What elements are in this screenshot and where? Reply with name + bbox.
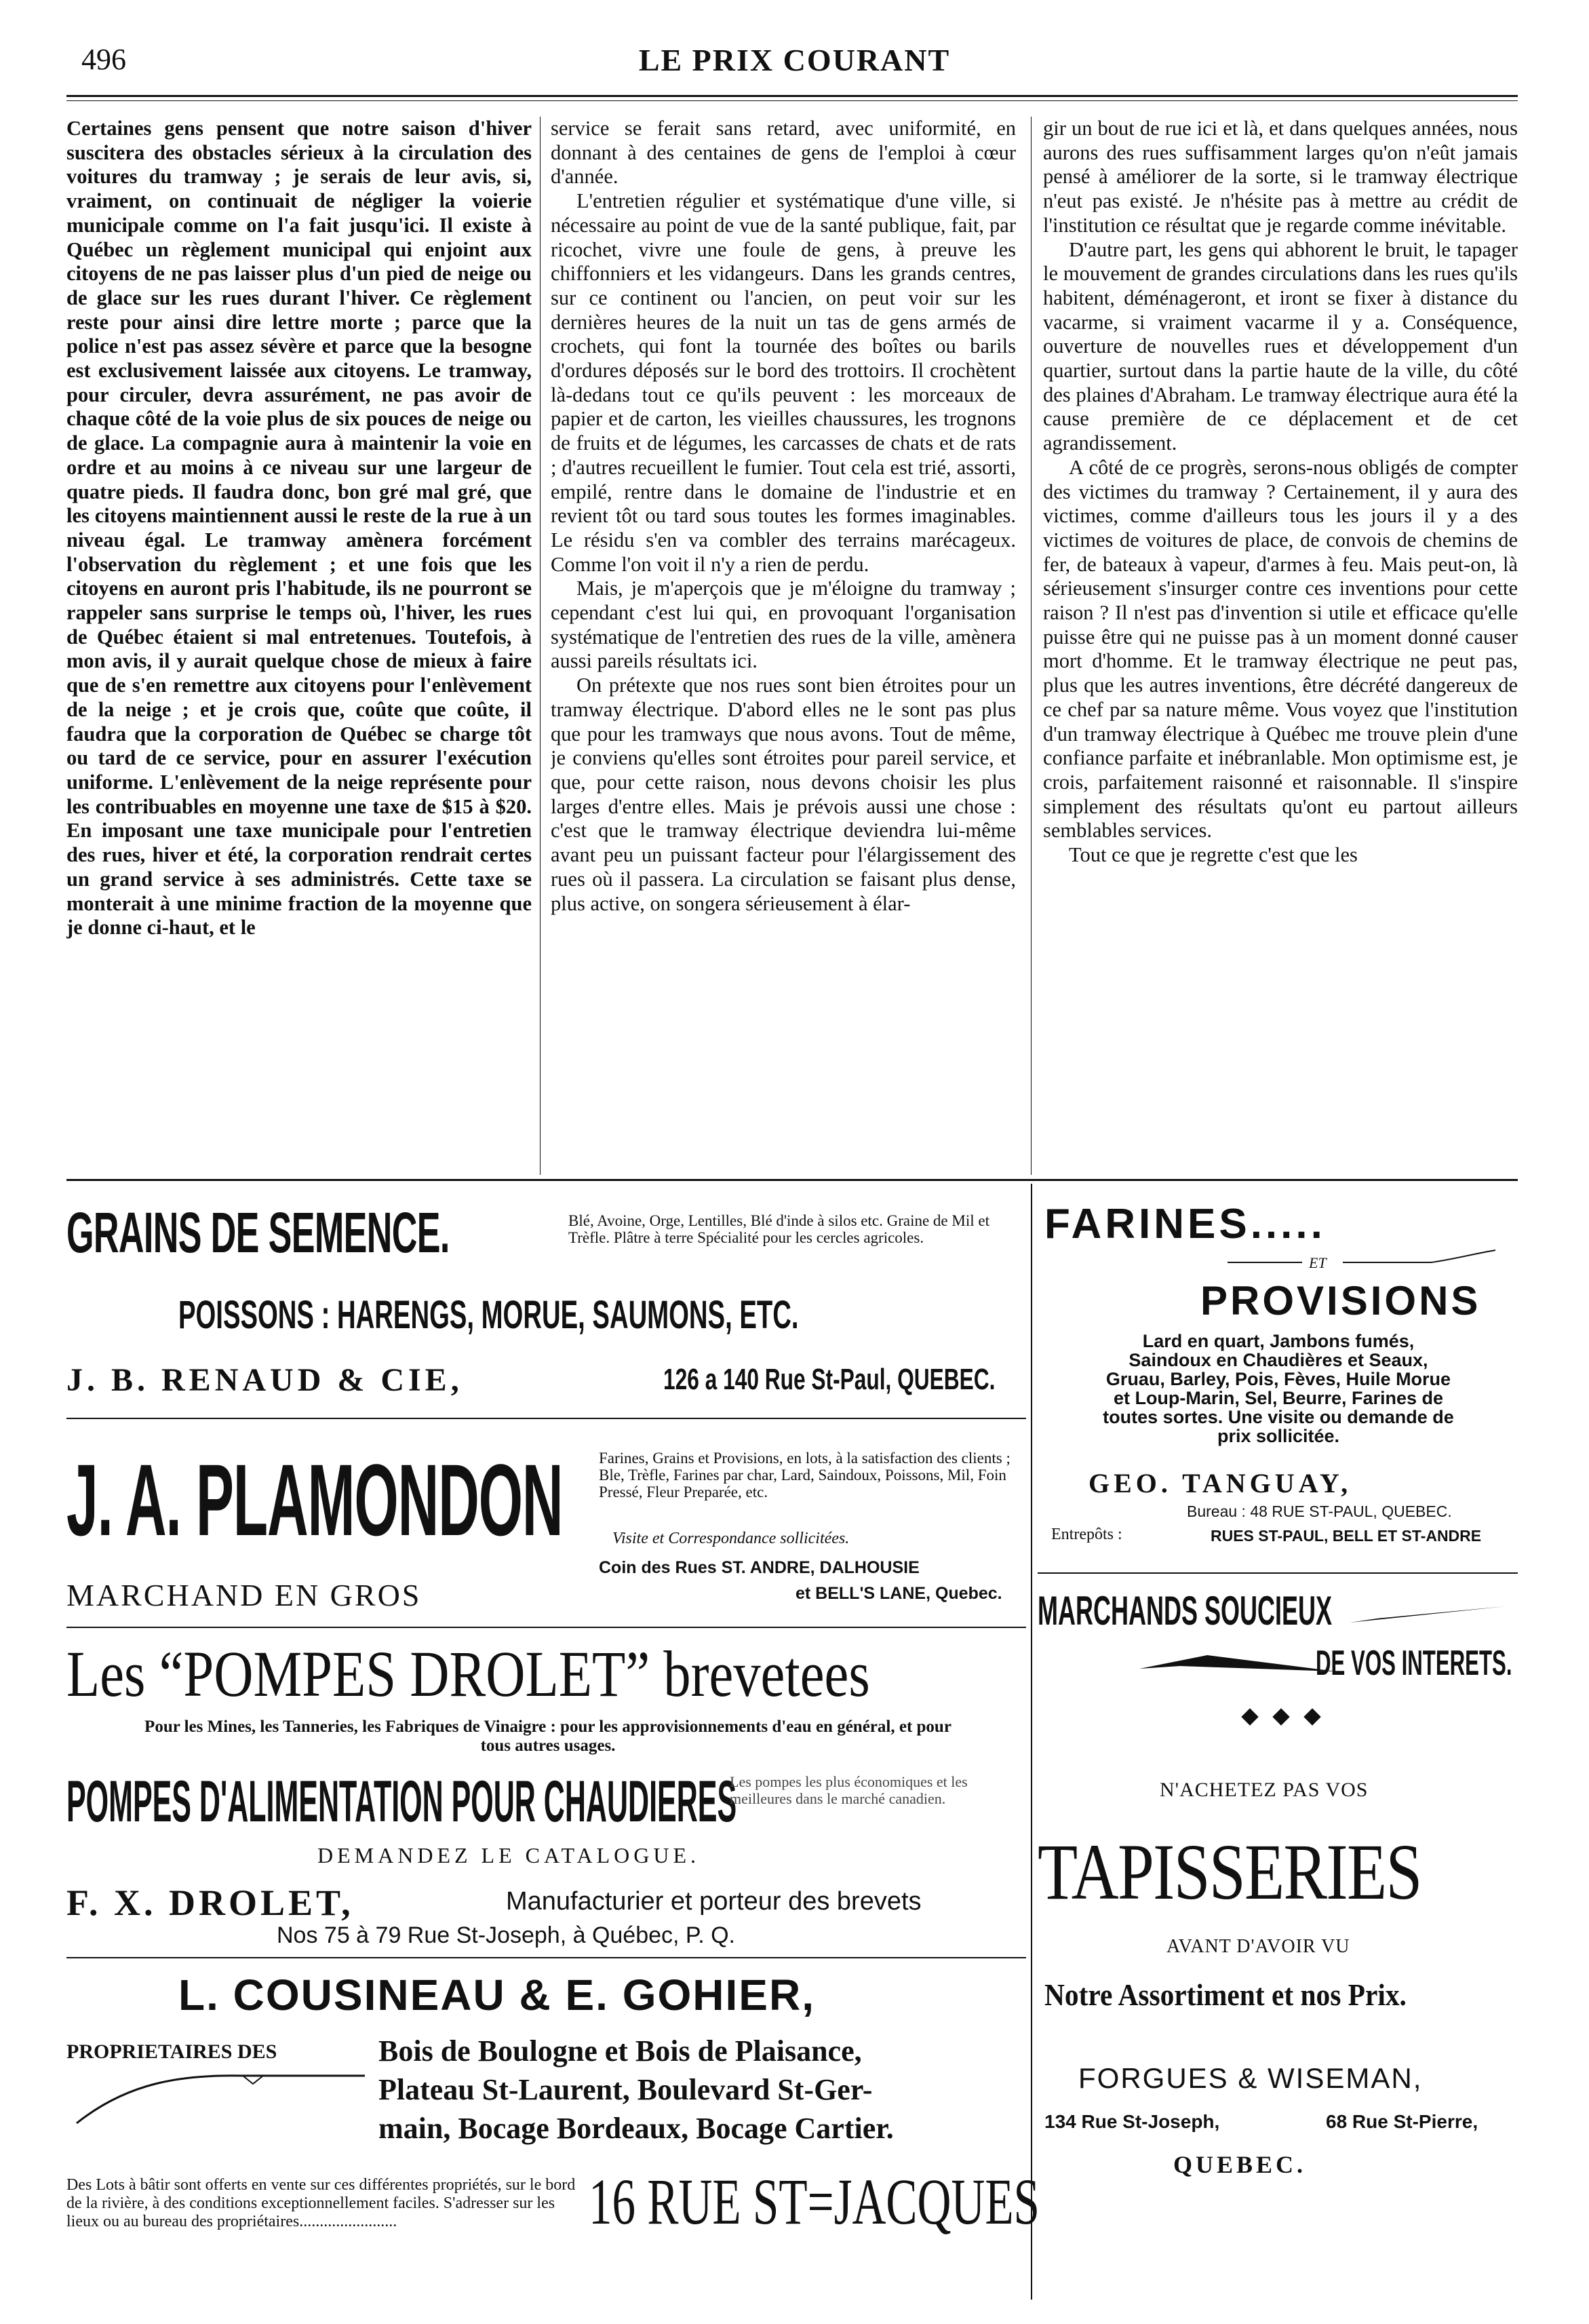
tapisseries-title: TAPISSERIES bbox=[1038, 1827, 1421, 1916]
forgues-address-2: 68 Rue St-Pierre, bbox=[1326, 2111, 1478, 2132]
page-title: LE PRIX COURANT bbox=[638, 43, 951, 77]
farines-et: ET bbox=[1309, 1254, 1327, 1271]
drolet-headline: Les “POMPES DROLET” brevetees bbox=[66, 1638, 870, 1710]
header-rule-thin bbox=[66, 100, 1518, 101]
ads-top-rule bbox=[66, 1179, 1518, 1181]
article-paragraph: L'entretien régulier et systématique d'une ville, si nécessaire au point de vue de la santé publique, fait, par ricochet, vivre une foule de gens, à preuve les chiffonniers et les vidangeurs. Dans les grands centres, sur ce continent ou l'ancien, on peut voir sur les dernières heures de la nuit un tas de gens armés de crochets, qui font la tournée des boîtes ou barils d'ordures déposés sur le bord des trottoirs. Il crochètent là-dedans tout ce qu'ils peuvent : les morceaux de papier et de carton, les vieilles chaussures, les trognons de fruits et de légumes, les carcasses de chats et de rats ; d'autres recueillent le fumier. Tout cela est trié, assorti, empilé, rentre dans le domaine de l'industrie et en revient tôt ou tard sous toutes les formes imaginables. Le résidu s'en va combler des terrains marécageux. Comme l'on voit il n'y a rien de perdu. bbox=[551, 189, 1016, 576]
cousineau-address: 16 RUE ST=JACQUES bbox=[589, 2165, 1040, 2238]
plamondon-invite: Visite et Correspondance sollicitées. bbox=[612, 1530, 850, 1547]
cousineau-small-print: Des Lots à bâtir sont offerts en vente sur ces différentes propriétés, sur le bord de la rivière, à des conditions exceptionnellement faciles. S'adresser sur les lieux ou au bureau des propriétaires........................ bbox=[66, 2176, 576, 2230]
pointer-ornament bbox=[1139, 1650, 1343, 1677]
drolet-maker: F. X. DROLET, bbox=[66, 1882, 354, 1923]
avant-davoir-vu: AVANT D'AVOIR VU bbox=[1166, 1936, 1350, 1957]
forgues-city: QUEBEC. bbox=[1173, 2151, 1307, 2178]
ad-divider bbox=[66, 1627, 1026, 1628]
drolet-subheading: Pour les Mines, les Tanneries, les Fabriques de Vinaigre : pour les approvisionnements d'eau en général, et pour tous autres usages. bbox=[144, 1718, 952, 1755]
plamondon-trade: MARCHAND EN GROS bbox=[66, 1578, 422, 1612]
cousineau-proprietaires: PROPRIETAIRES DES bbox=[66, 2040, 277, 2063]
renaud-address: 126 a 140 Rue St-Paul, QUEBEC. bbox=[663, 1363, 996, 1396]
article-paragraph: gir un bout de rue ici et là, et dans quelques années, nous aurons des rues suffisamment larges qu'on n'eût jamais pensé à améliorer de la sorte, si le tramway électrique n'eut pas existé. Je n'hésite pas à mettre au crédit de l'institution ce résultat que je regarde comme inévitable. bbox=[1043, 117, 1518, 237]
article-column-1 bbox=[66, 117, 532, 1175]
tanguay-bureau: Bureau : 48 RUE ST-PAUL, QUEBEC. bbox=[1187, 1503, 1452, 1520]
diamond-ornaments bbox=[1234, 1711, 1328, 1726]
nachetez-pas-vos: N'ACHETEZ PAS VOS bbox=[1160, 1779, 1369, 1801]
tanguay-entrepots-label: Entrepôts : bbox=[1051, 1526, 1122, 1543]
notre-assortiment: Notre Assortiment et nos Prix. bbox=[1044, 1977, 1407, 2012]
tanguay-firm: GEO. TANGUAY, bbox=[1088, 1468, 1352, 1498]
pointer-ornament bbox=[1350, 1602, 1512, 1629]
ad-tapisseries-forgues bbox=[1038, 1575, 1518, 2306]
plamondon-address-1: Coin des Rues ST. ANDRE, DALHOUSIE bbox=[599, 1558, 920, 1577]
tanguay-entrepots: RUES ST-PAUL, BELL ET ST-ANDRE bbox=[1211, 1527, 1482, 1545]
column-divider bbox=[1031, 117, 1032, 1175]
ad-grains-renaud bbox=[66, 1184, 1026, 1418]
de-vos-interets: DE VOS INTERETS. bbox=[1316, 1644, 1512, 1683]
drolet-note: Les pompes les plus économiques et les meilleures dans le marché canadien. bbox=[730, 1773, 968, 1807]
article-paragraph: D'autre part, les gens qui abhorent le bruit, le tapager le mouvement de grandes circulations dans les rues qu'ils habitent, déménageront, et iront se fixer à distance du vacarme, si vraiment vacarme il y a. Conséquence, ouverture de nouvelles rues et développement d'un quartier, surtout dans la partie haute de la ville, du côté des plaines d'Abraham. Le tramway électrique aura été la cause première de ce déplacement et de cet agrandissement. bbox=[1043, 237, 1518, 455]
ads-column-divider bbox=[1031, 1184, 1032, 2300]
farines-title: FARINES..... bbox=[1044, 1201, 1326, 1247]
plamondon-name: J. A. PLAMONDON bbox=[66, 1443, 563, 1557]
article-paragraph: Tout ce que je regrette c'est que les bbox=[1069, 843, 1358, 867]
ad-pompes-drolet bbox=[66, 1629, 1026, 1958]
ad-divider bbox=[66, 1418, 1026, 1419]
et-ornament bbox=[1228, 1249, 1512, 1276]
plamondon-description: Farines, Grains et Provisions, en lots, à la satisfaction des clients ; Ble, Trèfle, Farines par char, Lard, Saindoux, Poissons, Mil, Foin Pressé, Fleur Preparée, etc. bbox=[599, 1450, 1011, 1500]
flourish-ornament bbox=[73, 2069, 372, 2130]
article-paragraph: Mais, je m'aperçois que je m'éloigne du tramway ; cependant c'est lui qui, en provoquant l'organisation systématique de l'entretien des rues de la ville, amènera aussi pareils résultats ici. bbox=[551, 577, 1016, 673]
grains-description: Blé, Avoine, Orge, Lentilles, Blé d'inde à silos etc. Graine de Mil et Trèfle. Plâtre à terre Spécialité pour les cercles agricoles. bbox=[568, 1212, 989, 1246]
ad-farines-tanguay bbox=[1038, 1184, 1518, 1570]
column-divider bbox=[540, 117, 541, 1175]
article-column-3 bbox=[1043, 117, 1518, 1175]
diamond-icon bbox=[1303, 1708, 1320, 1725]
article-paragraph: service se ferait sans retard, avec uniformité, en donnant à des centaines de gens de l'emploi à cœur d'année. bbox=[551, 117, 1016, 189]
marchands-soucieux: MARCHANDS SOUCIEUX bbox=[1038, 1588, 1333, 1633]
pompes-alimentation: POMPES D'ALIMENTATION POUR CHAUDIERES bbox=[66, 1769, 737, 1834]
page-number: 496 bbox=[81, 43, 126, 76]
forgues-wiseman-firm: FORGUES & WISEMAN, bbox=[1078, 2062, 1423, 2094]
provisions-title: PROVISIONS bbox=[1200, 1278, 1481, 1323]
cousineau-line-3: main, Bocage Bordeaux, Bocage Cartier. bbox=[378, 2112, 894, 2145]
forgues-address-1: 134 Rue St-Joseph, bbox=[1044, 2111, 1220, 2132]
article-column-2 bbox=[551, 117, 1016, 1175]
header-rule bbox=[66, 95, 1518, 97]
renaud-firm: J. B. RENAUD & CIE, bbox=[66, 1362, 463, 1398]
farines-description: Lard en quart, Jambons fumés, Saindoux en Chaudières et Seaux, Gruau, Barley, Pois, Fèves, Huile Morue et Loup-Marin, Sel, Beurre, Farines de toutes sortes. Une visite ou demande de prix sollicitée. bbox=[1103, 1331, 1454, 1446]
article-paragraph: Certaines gens pensent que notre saison d'hiver suscitera des obstacles sérieux à la circulation des voitures du tramway ; je serais de leur avis, si, vraiment, on continuait de négliger la voierie municipale comme on l'a fait jusqu'ici. Il existe à Québec un règlement municipal qui enjoint aux citoyens de ne pas laisser plus d'un pied de neige ou de glace sur les rues durant l'hiver. Ce règlement reste pour ainsi dire lettre morte ; parce que la police n'est pas assez sévère et parce que la besogne est exclusivement laissée aux citoyens. Le tramway, pour circuler, devra assurément, ne pas avoir de chaque côté de la voie plus de six pouces de neige ou de glace. La compagnie aura à maintenir la voie en ordre et au moins à ce niveau sur une largeur de quatre pieds. Il faudra donc, bon gré mal gré, que les citoyens maintiennent aussi le reste de la rue à un niveau égal. Le tramway amènera forcément l'observation du règlement ; et une fois que les citoyens en auront pris l'habitude, ils ne pourront se rappeler sans surprise le temps où, l'hiver, les rues de Québec étaient si mal entretenues. Toutefois, à mon avis, il y aurait quelque chose de mieux à faire que de s'en remettre aux citoyens pour l'enlèvement de la neige ; et je crois que, coûte que coûte, il faudra que la corporation de Québec se charge tôt ou tard de ce service, pour en assurer l'exécution uniforme. L'enlèvement de la neige représente pour les contribuables en moyenne une taxe de $15 à $20. En imposant une taxe municipale pour l'entretien des rues, hiver et été, la corporation rendrait certes un grand service à ses administrés. Cette taxe se monterait à une minime fraction de la moyenne que je donne ci-haut, et le bbox=[66, 117, 532, 940]
drolet-catalogue: DEMANDEZ LE CATALOGUE. bbox=[317, 1843, 701, 1867]
drolet-address: Nos 75 à 79 Rue St-Joseph, à Québec, P. Q. bbox=[277, 1922, 735, 1948]
article-paragraph: A côté de ce progrès, serons-nous obligés de compter des victimes du tramway ? Certainement, il y aura des victimes, comme d'ailleurs tous les jours il y a des victimes de voitures de place, de convois de chemins de fer, de bateaux à vapeur, d'armes à feu. Mais peut-on, là sérieusement s'insurger contre ces inventions pour cette raison ? Il n'est pas d'invention si utile et efficace qu'elle puisse être qui ne puisse pas à un moment donné causer mort d'homme. Et le tramway électrique ne peut pas, plus que les autres inventions, être décrété dangereux de ce chef par sa nature même. Vous voyez que l'institution d'un tramway électrique à Québec me trouve plein d'une confiance parfaite et inébranlable. Mon optimisme est, je crois, parfaitement raisonné et raisonnable. Il s'inspire simplement des résultats qu'ont eu partout ailleurs semblables services. bbox=[1043, 455, 1518, 843]
ad-cousineau-gohier bbox=[66, 1960, 1040, 2306]
diamond-icon bbox=[1272, 1708, 1289, 1725]
diamond-icon bbox=[1241, 1708, 1258, 1725]
cousineau-line-1: Bois de Boulogne et Bois de Plaisance, bbox=[378, 2034, 862, 2068]
grains-title: GRAINS DE SEMENCE. bbox=[66, 1201, 450, 1264]
ad-divider bbox=[66, 1957, 1026, 1958]
cousineau-title: L. COUSINEAU & E. GOHIER, bbox=[178, 1971, 815, 2019]
ad-divider bbox=[1038, 1572, 1518, 1574]
poissons-heading: POISSONS : HARENGS, MORUE, SAUMONS, ETC. bbox=[178, 1293, 799, 1337]
article-paragraph: On prétexte que nos rues sont bien étroites pour un tramway électrique. D'abord elles ne le sont pas plus que pour les tramways que nous avons. Tout de même, je conviens qu'elles sont étroites pour pareil service, et que, pour cette raison, nous devons choisir les plus larges d'entre elles. Mais je prévois aussi une chose : c'est que le tramway électrique deviendra lui-même avant peu un puissant facteur pour l'élargissement des rues où il passera. La circulation se faisant plus dense, plus active, on songera sérieusement à élar- bbox=[551, 674, 1016, 915]
ad-plamondon bbox=[66, 1421, 1026, 1625]
cousineau-line-2: Plateau St-Laurent, Boulevard St-Ger- bbox=[378, 2073, 873, 2106]
plamondon-address-2: et BELL'S LANE, Quebec. bbox=[796, 1584, 1002, 1603]
drolet-maker-description: Manufacturier et porteur des brevets bbox=[506, 1887, 922, 1916]
